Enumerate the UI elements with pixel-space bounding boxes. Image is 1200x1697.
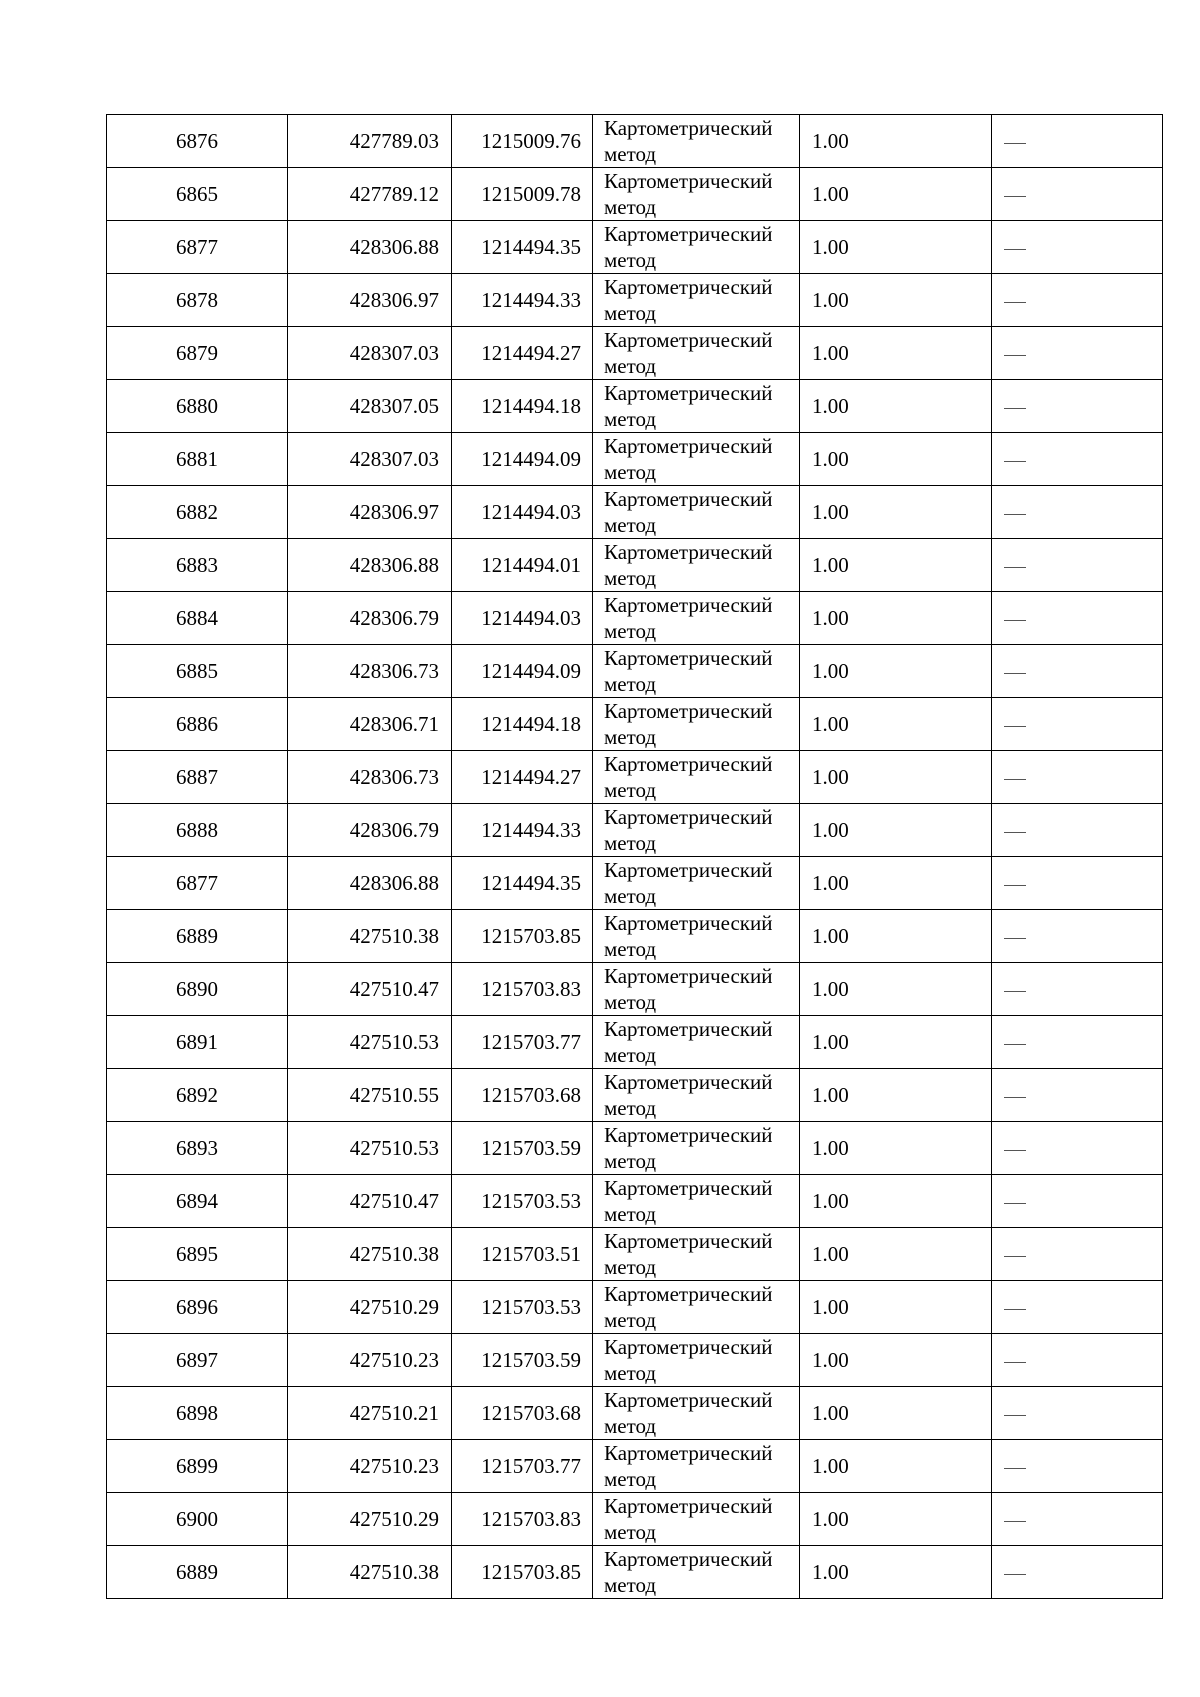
y-coordinate-cell: 1215703.51: [452, 1228, 593, 1281]
method-cell: [593, 1069, 800, 1122]
y-coordinate-cell: 1215703.85: [452, 1546, 593, 1599]
accuracy-cell: 1.00: [800, 1069, 992, 1122]
method-label-line1: Картометрический: [604, 964, 773, 988]
empty-dash: [1004, 249, 1026, 250]
y-coordinate-cell: 1214494.27: [452, 327, 593, 380]
description-cell: [992, 115, 1163, 168]
empty-dash: [1004, 1574, 1026, 1575]
method-cell: [593, 539, 800, 592]
method-label-line2: метод: [604, 1255, 657, 1279]
x-coordinate-cell: 428306.71: [288, 698, 452, 751]
table-row: [107, 1228, 1163, 1281]
method-label-line2: метод: [604, 672, 657, 696]
y-coordinate-cell: 1215009.78: [452, 168, 593, 221]
method-label-line1: Картометрический: [604, 1388, 773, 1412]
method-label-line2: метод: [604, 142, 657, 166]
empty-dash: [1004, 1203, 1026, 1204]
point-number-cell: 6883: [107, 539, 288, 592]
point-number-cell: 6887: [107, 751, 288, 804]
description-cell: [992, 1281, 1163, 1334]
method-label-line2: метод: [604, 301, 657, 325]
method-label-line2: метод: [604, 1467, 657, 1491]
point-number-cell: 6895: [107, 1228, 288, 1281]
y-coordinate-cell: 1214494.03: [452, 592, 593, 645]
table-row: [107, 1387, 1163, 1440]
point-number-cell: 6878: [107, 274, 288, 327]
y-coordinate-cell: 1215703.53: [452, 1281, 593, 1334]
method-label-line2: метод: [604, 195, 657, 219]
method-cell: [593, 1281, 800, 1334]
method-label-line1: Картометрический: [604, 222, 773, 246]
method-label-line1: Картометрический: [604, 1282, 773, 1306]
accuracy-cell: 1.00: [800, 1387, 992, 1440]
accuracy-cell: 1.00: [800, 115, 992, 168]
accuracy-cell: 1.00: [800, 327, 992, 380]
method-label-line1: Картометрический: [604, 752, 773, 776]
accuracy-cell: 1.00: [800, 221, 992, 274]
empty-dash: [1004, 1468, 1026, 1469]
method-label-line2: метод: [604, 1043, 657, 1067]
accuracy-cell: 1.00: [800, 1281, 992, 1334]
accuracy-cell: 1.00: [800, 1016, 992, 1069]
method-cell: [593, 698, 800, 751]
empty-dash: [1004, 1521, 1026, 1522]
method-label-line2: метод: [604, 354, 657, 378]
method-label-line1: Картометрический: [604, 593, 773, 617]
table-row: [107, 168, 1163, 221]
accuracy-cell: 1.00: [800, 910, 992, 963]
empty-dash: [1004, 1097, 1026, 1098]
accuracy-cell: 1.00: [800, 857, 992, 910]
description-cell: [992, 168, 1163, 221]
accuracy-cell: 1.00: [800, 698, 992, 751]
table-row: [107, 327, 1163, 380]
empty-dash: [1004, 885, 1026, 886]
x-coordinate-cell: 427510.21: [288, 1387, 452, 1440]
x-coordinate-cell: 428306.88: [288, 221, 452, 274]
x-coordinate-cell: 428307.03: [288, 433, 452, 486]
table-row: [107, 1493, 1163, 1546]
method-cell: [593, 910, 800, 963]
description-cell: [992, 1546, 1163, 1599]
x-coordinate-cell: 427510.47: [288, 963, 452, 1016]
point-number-cell: 6890: [107, 963, 288, 1016]
accuracy-cell: 1.00: [800, 1175, 992, 1228]
empty-dash: [1004, 1150, 1026, 1151]
method-label-line1: Картометрический: [604, 381, 773, 405]
point-number-cell: 6900: [107, 1493, 288, 1546]
table-row: [107, 1016, 1163, 1069]
table-row: [107, 751, 1163, 804]
accuracy-cell: 1.00: [800, 645, 992, 698]
method-label-line1: Картометрический: [604, 699, 773, 723]
table-row: [107, 380, 1163, 433]
description-cell: [992, 751, 1163, 804]
description-cell: [992, 1228, 1163, 1281]
description-cell: [992, 963, 1163, 1016]
coordinates-table: [106, 114, 1163, 1599]
method-cell: [593, 645, 800, 698]
method-label-line1: Картометрический: [604, 1335, 773, 1359]
x-coordinate-cell: 427510.55: [288, 1069, 452, 1122]
method-label-line1: Картометрический: [604, 1176, 773, 1200]
method-cell: [593, 327, 800, 380]
table-row: [107, 804, 1163, 857]
method-label-line1: Картометрический: [604, 275, 773, 299]
method-label-line1: Картометрический: [604, 1123, 773, 1147]
method-cell: [593, 1440, 800, 1493]
method-label-line2: метод: [604, 725, 657, 749]
accuracy-cell: 1.00: [800, 486, 992, 539]
table-row: [107, 1440, 1163, 1493]
method-label-line1: Картометрический: [604, 805, 773, 829]
x-coordinate-cell: 428306.97: [288, 274, 452, 327]
point-number-cell: 6886: [107, 698, 288, 751]
point-number-cell: 6877: [107, 221, 288, 274]
point-number-cell: 6888: [107, 804, 288, 857]
method-cell: [593, 857, 800, 910]
method-cell: [593, 1334, 800, 1387]
table-row: [107, 1281, 1163, 1334]
method-label-line2: метод: [604, 1202, 657, 1226]
description-cell: [992, 1122, 1163, 1175]
y-coordinate-cell: 1214494.27: [452, 751, 593, 804]
method-label-line1: Картометрический: [604, 1441, 773, 1465]
table-row: [107, 1546, 1163, 1599]
method-cell: [593, 1175, 800, 1228]
y-coordinate-cell: 1214494.35: [452, 857, 593, 910]
table-row: [107, 698, 1163, 751]
description-cell: [992, 910, 1163, 963]
y-coordinate-cell: 1214494.33: [452, 274, 593, 327]
method-label-line1: Картометрический: [604, 434, 773, 458]
point-number-cell: 6865: [107, 168, 288, 221]
x-coordinate-cell: 427789.12: [288, 168, 452, 221]
description-cell: [992, 592, 1163, 645]
x-coordinate-cell: 427789.03: [288, 115, 452, 168]
y-coordinate-cell: 1214494.09: [452, 433, 593, 486]
method-label-line1: Картометрический: [604, 328, 773, 352]
point-number-cell: 6893: [107, 1122, 288, 1175]
accuracy-cell: 1.00: [800, 804, 992, 857]
x-coordinate-cell: 428307.05: [288, 380, 452, 433]
method-cell: [593, 592, 800, 645]
x-coordinate-cell: 428306.79: [288, 592, 452, 645]
x-coordinate-cell: 428306.73: [288, 751, 452, 804]
method-label-line1: Картометрический: [604, 1017, 773, 1041]
description-cell: [992, 804, 1163, 857]
method-label-line2: метод: [604, 937, 657, 961]
accuracy-cell: 1.00: [800, 539, 992, 592]
method-cell: [593, 486, 800, 539]
table-row: [107, 115, 1163, 168]
x-coordinate-cell: 428306.88: [288, 857, 452, 910]
method-label-line2: метод: [604, 1414, 657, 1438]
y-coordinate-cell: 1214494.18: [452, 380, 593, 433]
point-number-cell: 6889: [107, 910, 288, 963]
accuracy-cell: 1.00: [800, 1440, 992, 1493]
accuracy-cell: 1.00: [800, 751, 992, 804]
accuracy-cell: 1.00: [800, 592, 992, 645]
point-number-cell: 6880: [107, 380, 288, 433]
table-row: [107, 963, 1163, 1016]
method-cell: [593, 1122, 800, 1175]
y-coordinate-cell: 1215703.77: [452, 1016, 593, 1069]
description-cell: [992, 380, 1163, 433]
empty-dash: [1004, 938, 1026, 939]
method-cell: [593, 433, 800, 486]
description-cell: [992, 433, 1163, 486]
table-row: [107, 274, 1163, 327]
y-coordinate-cell: 1215703.83: [452, 963, 593, 1016]
empty-dash: [1004, 1415, 1026, 1416]
point-number-cell: 6898: [107, 1387, 288, 1440]
method-label-line2: метод: [604, 990, 657, 1014]
method-cell: [593, 1228, 800, 1281]
x-coordinate-cell: 427510.53: [288, 1122, 452, 1175]
table-row: [107, 910, 1163, 963]
x-coordinate-cell: 427510.53: [288, 1016, 452, 1069]
empty-dash: [1004, 620, 1026, 621]
description-cell: [992, 274, 1163, 327]
method-label-line2: метод: [604, 407, 657, 431]
x-coordinate-cell: 428306.88: [288, 539, 452, 592]
table-body: [107, 115, 1163, 1599]
table-row: [107, 221, 1163, 274]
method-label-line2: метод: [604, 1149, 657, 1173]
method-cell: [593, 115, 800, 168]
y-coordinate-cell: 1215703.83: [452, 1493, 593, 1546]
x-coordinate-cell: 427510.23: [288, 1440, 452, 1493]
method-label-line1: Картометрический: [604, 858, 773, 882]
table-row: [107, 433, 1163, 486]
empty-dash: [1004, 832, 1026, 833]
empty-dash: [1004, 514, 1026, 515]
description-cell: [992, 486, 1163, 539]
method-label-line2: метод: [604, 566, 657, 590]
table-row: [107, 857, 1163, 910]
x-coordinate-cell: 427510.29: [288, 1281, 452, 1334]
method-cell: [593, 1387, 800, 1440]
method-label-line1: Картометрический: [604, 646, 773, 670]
method-cell: [593, 751, 800, 804]
point-number-cell: 6884: [107, 592, 288, 645]
x-coordinate-cell: 428306.97: [288, 486, 452, 539]
empty-dash: [1004, 355, 1026, 356]
y-coordinate-cell: 1215703.77: [452, 1440, 593, 1493]
point-number-cell: 6885: [107, 645, 288, 698]
accuracy-cell: 1.00: [800, 1334, 992, 1387]
method-cell: [593, 221, 800, 274]
y-coordinate-cell: 1215703.59: [452, 1122, 593, 1175]
description-cell: [992, 1334, 1163, 1387]
y-coordinate-cell: 1214494.35: [452, 221, 593, 274]
empty-dash: [1004, 196, 1026, 197]
description-cell: [992, 698, 1163, 751]
method-cell: [593, 1493, 800, 1546]
x-coordinate-cell: 427510.29: [288, 1493, 452, 1546]
accuracy-cell: 1.00: [800, 1546, 992, 1599]
empty-dash: [1004, 408, 1026, 409]
method-label-line1: Картометрический: [604, 1229, 773, 1253]
table-row: [107, 539, 1163, 592]
description-cell: [992, 327, 1163, 380]
accuracy-cell: 1.00: [800, 380, 992, 433]
point-number-cell: 6891: [107, 1016, 288, 1069]
method-cell: [593, 1546, 800, 1599]
method-cell: [593, 380, 800, 433]
empty-dash: [1004, 567, 1026, 568]
point-number-cell: 6892: [107, 1069, 288, 1122]
y-coordinate-cell: 1214494.18: [452, 698, 593, 751]
method-label-line2: метод: [604, 1308, 657, 1332]
point-number-cell: 6879: [107, 327, 288, 380]
empty-dash: [1004, 461, 1026, 462]
point-number-cell: 6889: [107, 1546, 288, 1599]
point-number-cell: 6882: [107, 486, 288, 539]
x-coordinate-cell: 428306.79: [288, 804, 452, 857]
accuracy-cell: 1.00: [800, 963, 992, 1016]
empty-dash: [1004, 1256, 1026, 1257]
description-cell: [992, 1493, 1163, 1546]
method-label-line1: Картометрический: [604, 116, 773, 140]
method-label-line2: метод: [604, 248, 657, 272]
y-coordinate-cell: 1215703.68: [452, 1387, 593, 1440]
x-coordinate-cell: 428306.73: [288, 645, 452, 698]
method-label-line1: Картометрический: [604, 487, 773, 511]
x-coordinate-cell: 427510.38: [288, 1546, 452, 1599]
accuracy-cell: 1.00: [800, 1228, 992, 1281]
empty-dash: [1004, 1044, 1026, 1045]
empty-dash: [1004, 779, 1026, 780]
method-label-line1: Картометрический: [604, 911, 773, 935]
y-coordinate-cell: 1214494.09: [452, 645, 593, 698]
y-coordinate-cell: 1215703.59: [452, 1334, 593, 1387]
point-number-cell: 6894: [107, 1175, 288, 1228]
point-number-cell: 6881: [107, 433, 288, 486]
method-label-line2: метод: [604, 513, 657, 537]
point-number-cell: 6877: [107, 857, 288, 910]
method-label-line2: метод: [604, 778, 657, 802]
description-cell: [992, 1440, 1163, 1493]
description-cell: [992, 221, 1163, 274]
table-row: [107, 1175, 1163, 1228]
description-cell: [992, 1016, 1163, 1069]
point-number-cell: 6897: [107, 1334, 288, 1387]
y-coordinate-cell: 1214494.01: [452, 539, 593, 592]
y-coordinate-cell: 1215703.68: [452, 1069, 593, 1122]
method-label-line1: Картометрический: [604, 1547, 773, 1571]
empty-dash: [1004, 1362, 1026, 1363]
description-cell: [992, 1387, 1163, 1440]
point-number-cell: 6896: [107, 1281, 288, 1334]
method-label-line2: метод: [604, 619, 657, 643]
accuracy-cell: 1.00: [800, 433, 992, 486]
method-cell: [593, 804, 800, 857]
method-label-line1: Картометрический: [604, 540, 773, 564]
method-cell: [593, 963, 800, 1016]
description-cell: [992, 539, 1163, 592]
table-row: [107, 1069, 1163, 1122]
table-row: [107, 645, 1163, 698]
description-cell: [992, 1175, 1163, 1228]
table-row: [107, 1122, 1163, 1175]
method-label-line2: метод: [604, 831, 657, 855]
point-number-cell: 6876: [107, 115, 288, 168]
y-coordinate-cell: 1215009.76: [452, 115, 593, 168]
x-coordinate-cell: 427510.23: [288, 1334, 452, 1387]
empty-dash: [1004, 1309, 1026, 1310]
y-coordinate-cell: 1214494.03: [452, 486, 593, 539]
x-coordinate-cell: 427510.47: [288, 1175, 452, 1228]
description-cell: [992, 857, 1163, 910]
method-cell: [593, 274, 800, 327]
method-label-line2: метод: [604, 1520, 657, 1544]
table-row: [107, 486, 1163, 539]
method-label-line2: метод: [604, 460, 657, 484]
method-label-line2: метод: [604, 1096, 657, 1120]
y-coordinate-cell: 1214494.33: [452, 804, 593, 857]
accuracy-cell: 1.00: [800, 274, 992, 327]
x-coordinate-cell: 427510.38: [288, 1228, 452, 1281]
description-cell: [992, 1069, 1163, 1122]
accuracy-cell: 1.00: [800, 1493, 992, 1546]
method-label-line1: Картометрический: [604, 169, 773, 193]
table-row: [107, 592, 1163, 645]
empty-dash: [1004, 726, 1026, 727]
empty-dash: [1004, 143, 1026, 144]
empty-dash: [1004, 991, 1026, 992]
point-number-cell: 6899: [107, 1440, 288, 1493]
empty-dash: [1004, 673, 1026, 674]
method-label-line2: метод: [604, 1573, 657, 1597]
y-coordinate-cell: 1215703.53: [452, 1175, 593, 1228]
description-cell: [992, 645, 1163, 698]
accuracy-cell: 1.00: [800, 1122, 992, 1175]
table-row: [107, 1334, 1163, 1387]
method-label-line1: Картометрический: [604, 1494, 773, 1518]
empty-dash: [1004, 302, 1026, 303]
accuracy-cell: 1.00: [800, 168, 992, 221]
method-cell: [593, 168, 800, 221]
y-coordinate-cell: 1215703.85: [452, 910, 593, 963]
method-label-line1: Картометрический: [604, 1070, 773, 1094]
method-label-line2: метод: [604, 1361, 657, 1385]
method-cell: [593, 1016, 800, 1069]
method-label-line2: метод: [604, 884, 657, 908]
x-coordinate-cell: 427510.38: [288, 910, 452, 963]
x-coordinate-cell: 428307.03: [288, 327, 452, 380]
